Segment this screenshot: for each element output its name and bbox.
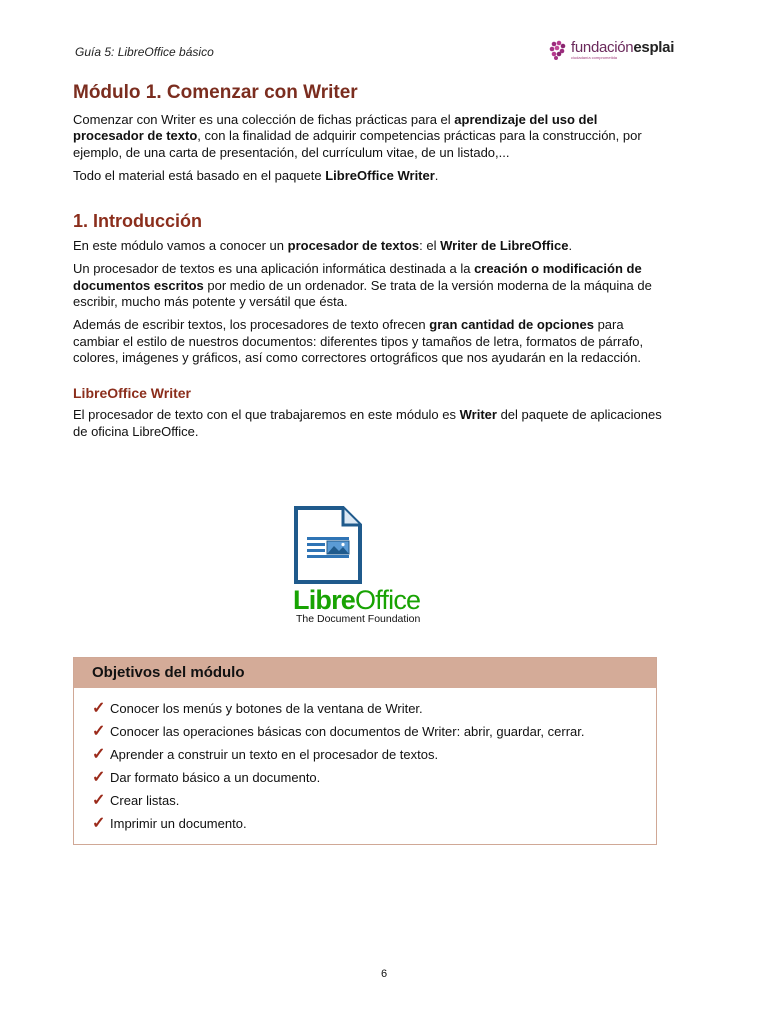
list-item	[92, 812, 656, 835]
header-guide-title: Guía 5: LibreOffice básico	[75, 45, 214, 59]
page-number: 6	[380, 968, 388, 980]
text-run: El procesador de texto con el que trabajaremos en este módulo es	[73, 407, 460, 423]
checkmark-icon: ✓	[92, 792, 106, 809]
bold-run: creación o modificación de documentos escritos	[73, 261, 642, 293]
intro-paragraph-1	[73, 238, 663, 254]
text-run: .	[434, 167, 439, 183]
text-run: Además de escribir textos, los procesadores de texto ofrecen	[73, 317, 430, 333]
intro-paragraph-2	[73, 261, 663, 310]
module-material-paragraph	[73, 168, 663, 184]
intro-paragraph-3	[73, 317, 663, 366]
bold-run: aprendizaje del uso del procesador de texto	[73, 112, 598, 144]
module-title: Módulo 1. Comenzar con Writer	[73, 82, 358, 103]
grape-cluster-logo-icon	[549, 40, 567, 60]
objective-text: Conocer las operaciones básicas con documentos de Writer: abrir, guardar, cerrar.	[110, 724, 585, 739]
brand-tagline: ciudadanía comprometida	[571, 55, 618, 60]
objectives-list	[74, 688, 656, 835]
text-run: del paquete de aplicaciones de oficina LibreOffice.	[73, 407, 662, 439]
brand-logo	[549, 40, 674, 60]
checkmark-icon: ✓	[92, 769, 106, 786]
brand-name-part1: fundación	[571, 39, 634, 56]
list-item	[92, 743, 656, 766]
subsection-title-writer: LibreOffice Writer	[73, 385, 191, 402]
bold-run: gran cantidad de opciones	[429, 317, 594, 333]
text-run: para cambiar el estilo de nuestros documentos: diferentes tipos y tamaños de letra, formatos de párrafo, colores, imágenes y gráficos, así como correctores ortográficos que nos ayudarán en la redacción.	[73, 317, 644, 365]
list-item	[92, 720, 656, 743]
module-intro-paragraph	[73, 112, 663, 161]
libreoffice-logo	[293, 505, 443, 629]
objective-text: Aprender a construir un texto en el procesador de textos.	[110, 747, 439, 762]
writer-document-icon	[293, 505, 363, 585]
text-run: Todo el material está basado en el paquete	[73, 167, 326, 183]
checkmark-icon: ✓	[92, 723, 106, 740]
list-item	[92, 697, 656, 720]
logo-foundation: The Document Foundation	[296, 613, 421, 625]
text-run: Comenzar con Writer es una colección de fichas prácticas para el	[73, 112, 455, 127]
objective-text: Crear listas.	[110, 793, 180, 808]
section-title-introduction: 1. Introducción	[73, 211, 203, 232]
text-run: En este módulo vamos a conocer un	[73, 238, 288, 254]
text-run: : el	[419, 238, 441, 254]
bold-run: Writer	[459, 407, 497, 423]
document-body	[73, 81, 663, 440]
bold-run: LibreOffice Writer	[325, 167, 435, 183]
brand-name-part2: esplai	[633, 39, 675, 56]
objective-text: Imprimir un documento.	[110, 816, 247, 831]
objective-text: Dar formato básico a un documento.	[110, 770, 321, 785]
logo-office: Office	[355, 585, 421, 615]
text-run: .	[568, 238, 573, 254]
objectives-box	[73, 657, 657, 845]
text-run: por medio de un ordenador. Se trata de la versión moderna de la máquina de escribir, mucho más potente y versátil que ésta.	[73, 277, 652, 310]
bold-run: procesador de textos	[287, 238, 420, 254]
bold-run: Writer de LibreOffice	[440, 238, 569, 254]
text-run: , con la finalidad de adquirir competencias prácticas para la construcción, por ejemplo, de una carta de presentación, del currículum vitae, de un listado,...	[73, 128, 642, 160]
logo-libre: Libre	[293, 585, 356, 615]
checkmark-icon: ✓	[92, 746, 106, 763]
list-item	[92, 766, 656, 789]
checkmark-icon: ✓	[92, 700, 106, 717]
writer-paragraph	[73, 407, 663, 440]
list-item	[92, 789, 656, 812]
objectives-title: Objetivos del módulo	[74, 658, 656, 688]
checkmark-icon: ✓	[92, 815, 106, 832]
objective-text: Conocer los menús y botones de la ventana de Writer.	[110, 701, 423, 716]
libreoffice-wordmark	[293, 585, 420, 615]
text-run: Un procesador de textos es una aplicación informática destinada a la	[73, 261, 475, 277]
